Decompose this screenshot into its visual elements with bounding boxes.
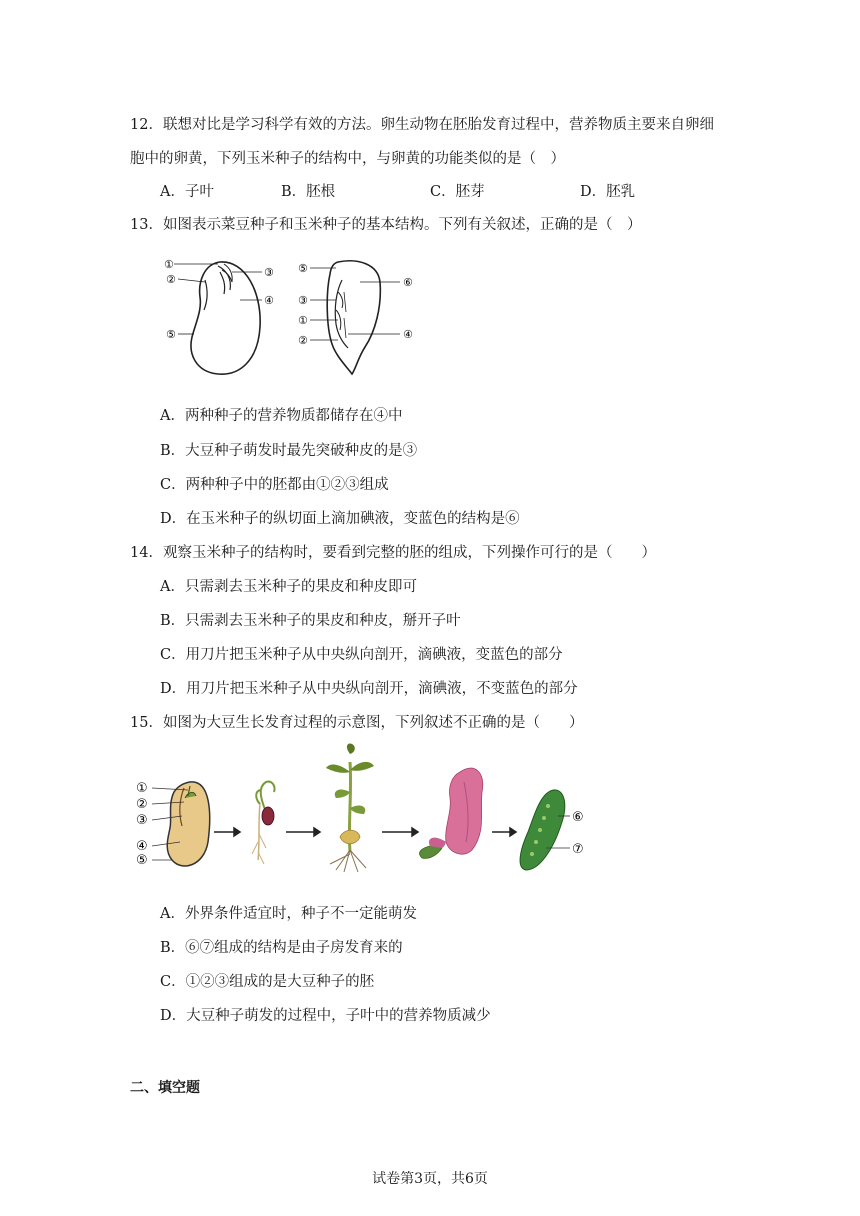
bean-label-5: ⑤ [166, 328, 176, 341]
corn-seed-diagram [310, 261, 400, 374]
q15-option-c: C．①②③组成的是大豆种子的胚 [160, 974, 375, 990]
corn-label-4: ④ [403, 328, 413, 341]
q15-option-a: A．外界条件适宜时，种子不一定能萌发 [160, 906, 417, 922]
seedling-diagram [252, 782, 275, 864]
corn-label-1: ① [298, 314, 308, 327]
page-footer: 试卷第3页，共6页 [372, 1171, 488, 1187]
corn-label-2: ② [298, 334, 308, 347]
seed-label-2: ② [136, 797, 148, 812]
bean-label-3: ③ [264, 266, 274, 279]
q14-option-d: D．用刀片把玉米种子从中央纵向剖开，滴碘液，不变蓝色的部分 [160, 681, 578, 697]
pod-diagram [520, 790, 570, 870]
q15-option-b: B．⑥⑦组成的结构是由子房发育来的 [160, 940, 403, 956]
q12-option-d: D．胚乳 [580, 184, 636, 200]
q12-stem-line1: 12．联想对比是学习科学有效的方法。卵生动物在胚胎发育过程中，营养物质主要来自卵细 [130, 117, 714, 133]
bean-seed-diagram [174, 262, 262, 374]
corn-label-5: ⑤ [298, 262, 308, 275]
q14-option-b: B．只需剥去玉米种子的果皮和种皮，掰开子叶 [160, 613, 461, 629]
q13-option-a: A．两种种子的营养物质都储存在④中 [160, 408, 403, 424]
young-plant-diagram [326, 743, 374, 872]
arrow-icon [382, 828, 418, 836]
q13-stem: 13．如图表示菜豆种子和玉米种子的基本结构。下列有关叙述，正确的是（ ） [130, 217, 642, 233]
bean-label-1: ① [164, 258, 174, 271]
q15-growth-figure [130, 742, 590, 877]
seed-label-5: ⑤ [136, 853, 148, 868]
seed-label-4: ④ [136, 839, 148, 854]
q12-stem-line2: 胞中的卵黄，下列玉米种子的结构中，与卵黄的功能类似的是（ ） [130, 151, 565, 167]
arrow-icon [492, 828, 516, 836]
corn-label-3: ③ [298, 294, 308, 307]
seed-label-1: ① [136, 781, 148, 796]
q13-option-c: C．两种种子中的胚都由①②③组成 [160, 477, 389, 493]
q14-option-c: C．用刀片把玉米种子从中央纵向剖开，滴碘液，变蓝色的部分 [160, 647, 563, 663]
q12-option-c: C．胚芽 [430, 184, 485, 200]
flower-diagram [420, 768, 483, 858]
arrow-icon [286, 828, 320, 836]
corn-label-6: ⑥ [403, 276, 413, 289]
section-title: 二、填空题 [130, 1080, 200, 1096]
arrow-icon [214, 828, 240, 836]
q14-stem: 14．观察玉米种子的结构时，要看到完整的胚的组成，下列操作可行的是（ ） [130, 545, 656, 561]
q13-seed-figure [160, 252, 420, 380]
q15-option-d: D．大豆种子萌发的过程中，子叶中的营养物质减少 [160, 1008, 491, 1024]
bean-label-4: ④ [264, 294, 274, 307]
pod-label-7: ⑦ [572, 842, 584, 857]
q12-option-a: A．子叶 [160, 184, 214, 200]
soybean-seed-diagram [152, 782, 210, 866]
q15-stem: 15．如图为大豆生长发育过程的示意图，下列叙述不正确的是（ ） [130, 715, 584, 731]
q12-option-b: B．胚根 [281, 184, 336, 200]
q13-option-b: B．大豆种子萌发时最先突破种皮的是③ [160, 443, 418, 459]
bean-label-2: ② [166, 273, 176, 286]
pod-label-6: ⑥ [572, 810, 584, 825]
q14-option-a: A．只需剥去玉米种子的果皮和种皮即可 [160, 579, 417, 595]
seed-label-3: ③ [136, 813, 148, 828]
q13-option-d: D．在玉米种子的纵切面上滴加碘液，变蓝色的结构是⑥ [160, 511, 520, 527]
